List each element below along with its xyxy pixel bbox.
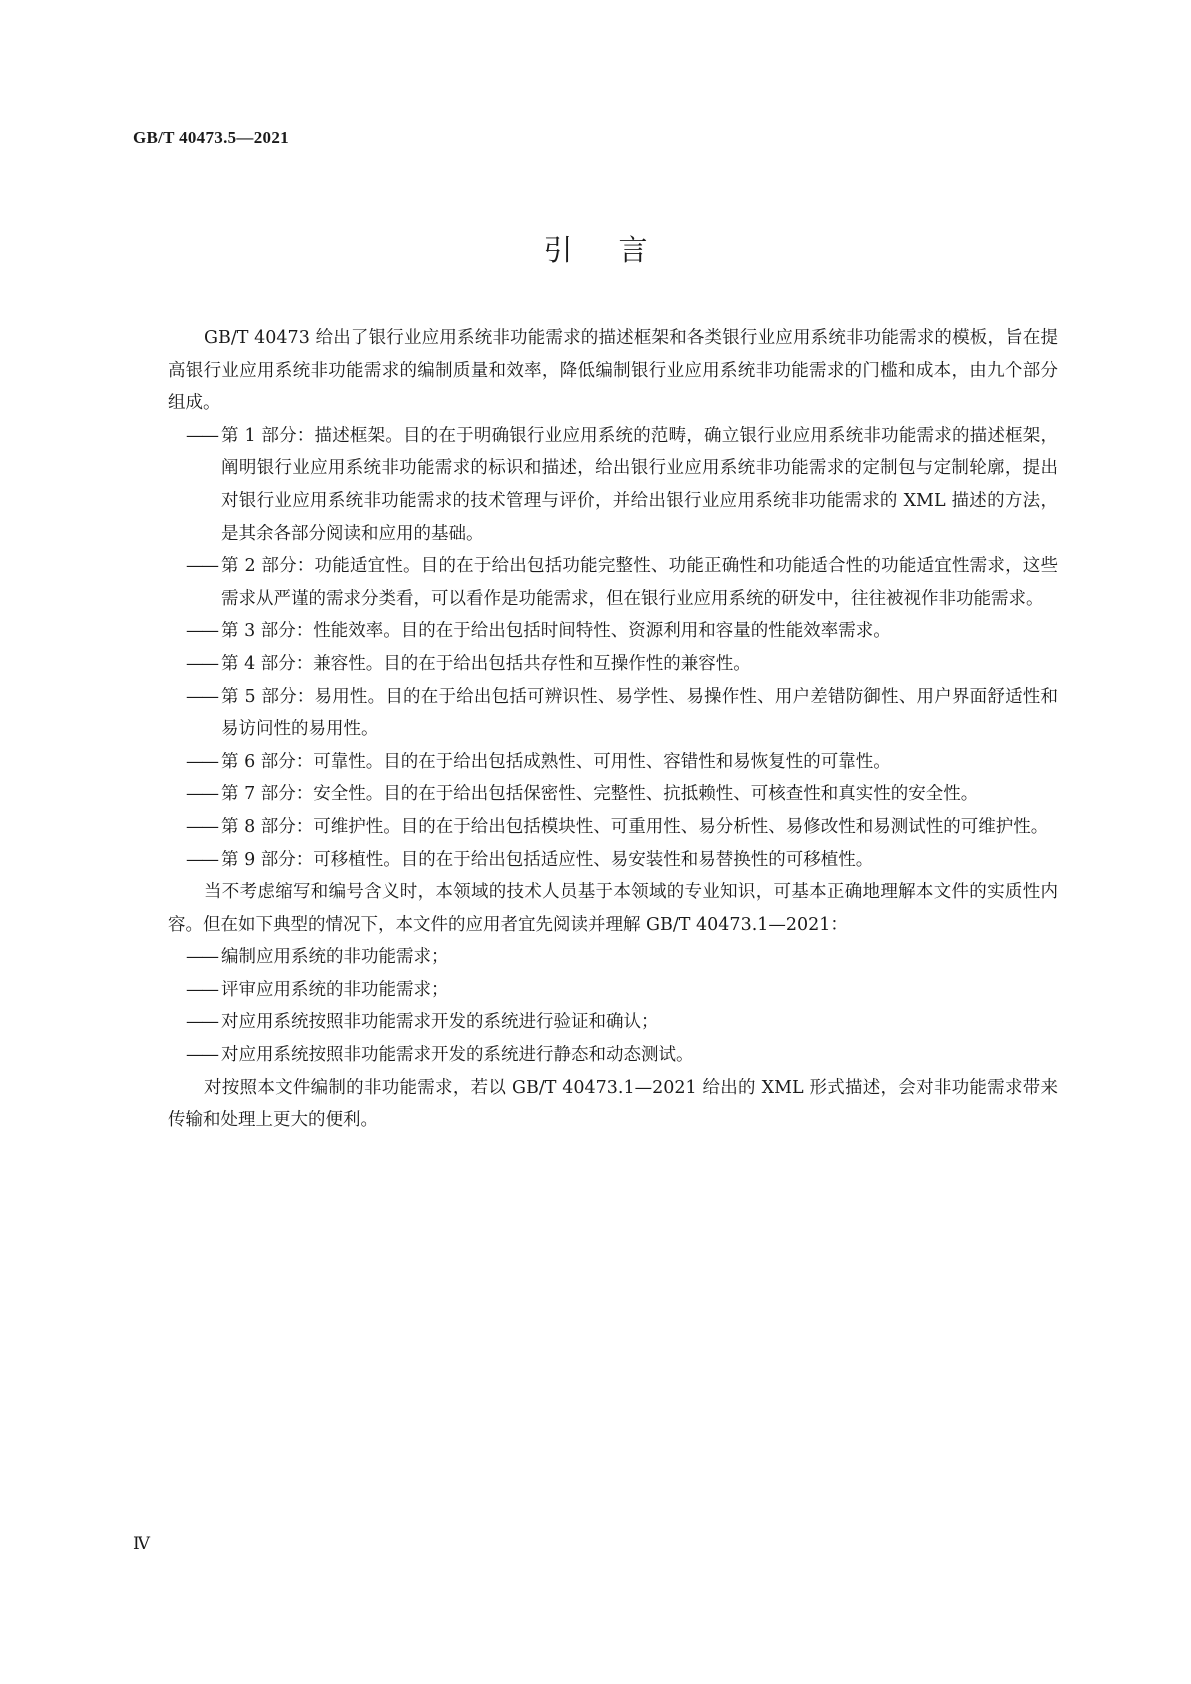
list-item-text: 第 9 部分：可移植性。目的在于给出包括适应性、易安装性和易替换性的可移植性。 [221, 849, 874, 870]
list-item-part-2 [168, 550, 1058, 615]
intro-paragraph: GB/T 40473 给出了银行业应用系统非功能需求的描述框架和各类银行业应用系统非功能需求的模板，旨在提高银行业应用系统非功能需求的编制质量和效率，降低编制银行业应用系统非功能需求的门槛和成本，由九个部分组成。 [168, 328, 1058, 414]
dash-marker: —— [186, 979, 217, 1000]
list-item-part-3 [168, 615, 1058, 648]
list-item-part-9 [168, 844, 1058, 877]
list-item-part-8 [168, 811, 1058, 844]
list-item-text: 第 4 部分：兼容性。目的在于给出包括共存性和互操作性的兼容性。 [221, 653, 751, 674]
dash-marker: —— [186, 947, 217, 968]
list-item-part-4 [168, 648, 1058, 681]
list-item-text: 第 5 部分：易用性。目的在于给出包括可辨识性、易学性、易操作性、用户差错防御性、用户界面舒适性和易访问性的易用性。 [221, 686, 1058, 740]
closing-paragraph: 对按照本文件编制的非功能需求，若以 GB/T 40473.1—2021 给出的 XML 形式描述，会对非功能需求带来传输和处理上更大的便利。 [168, 1077, 1058, 1131]
list-item-part-7 [168, 778, 1058, 811]
list-item-text: 第 6 部分：可靠性。目的在于给出包括成熟性、可用性、容错性和易恢复性的可靠性。 [221, 751, 891, 772]
list-item-usage-2 [168, 974, 1058, 1007]
dash-marker: —— [186, 621, 217, 642]
list-item-usage-1 [168, 941, 1058, 974]
list-item-usage-3 [168, 1006, 1058, 1039]
list-item-text: 第 8 部分：可维护性。目的在于给出包括模块性、可重用性、易分析性、易修改性和易测试性的可维护性。 [221, 816, 1049, 837]
dash-marker: —— [186, 653, 217, 674]
list-item-part-6 [168, 746, 1058, 779]
list-item-text: 编制应用系统的非功能需求； [221, 947, 449, 968]
list-item-part-5 [168, 681, 1058, 746]
list-item-text: 第 1 部分：描述框架。目的在于明确银行业应用系统的范畴，确立银行业应用系统非功能需求的描述框架，阐明银行业应用系统非功能需求的标识和描述，给出银行业应用系统非功能需求的定制包与定制轮廓，提出对银行业应用系统非功能需求的技术管理与评价，并给出银行业应用系统非功能需求的 XML 描述的方法，是其余各部分阅读和应用的基础。 [221, 425, 1058, 544]
dash-marker: —— [186, 816, 217, 837]
dash-marker: —— [186, 1012, 217, 1033]
dash-marker: —— [186, 686, 217, 707]
document-body [168, 322, 1058, 1137]
list-item-text: 第 7 部分：安全性。目的在于给出包括保密性、完整性、抗抵赖性、可核查性和真实性的安全性。 [221, 784, 979, 805]
list-item-usage-4 [168, 1039, 1058, 1072]
list-item-text: 第 3 部分：性能效率。目的在于给出包括时间特性、资源利用和容量的性能效率需求。 [221, 621, 891, 642]
dash-marker: —— [186, 425, 217, 446]
list-item-text: 评审应用系统的非功能需求； [221, 979, 449, 1000]
standard-code: GB/T 40473.5—2021 [133, 128, 289, 147]
list-item-text: 对应用系统按照非功能需求开发的系统进行验证和确认； [221, 1012, 659, 1033]
usage-paragraph: 当不考虑缩写和编号含义时，本领域的技术人员基于本领域的专业知识，可基本正确地理解本文件的实质性内容。但在如下典型的情况下，本文件的应用者宜先阅读并理解 GB/T 40473.1—2021： [168, 882, 1058, 935]
list-item-part-1 [168, 420, 1058, 550]
dash-marker: —— [186, 1045, 217, 1066]
page-title: 引言 [543, 233, 694, 267]
dash-marker: —— [186, 784, 217, 805]
dash-marker: —— [186, 849, 217, 870]
page-number: Ⅳ [133, 1534, 150, 1553]
list-item-text: 第 2 部分：功能适宜性。目的在于给出包括功能完整性、功能正确性和功能适合性的功能适宜性需求，这些需求从严谨的需求分类看，可以看作是功能需求，但在银行业应用系统的研发中，往往被视作非功能需求。 [221, 556, 1058, 609]
list-item-text: 对应用系统按照非功能需求开发的系统进行静态和动态测试。 [221, 1045, 694, 1066]
dash-marker: —— [186, 556, 217, 577]
dash-marker: —— [186, 751, 217, 772]
